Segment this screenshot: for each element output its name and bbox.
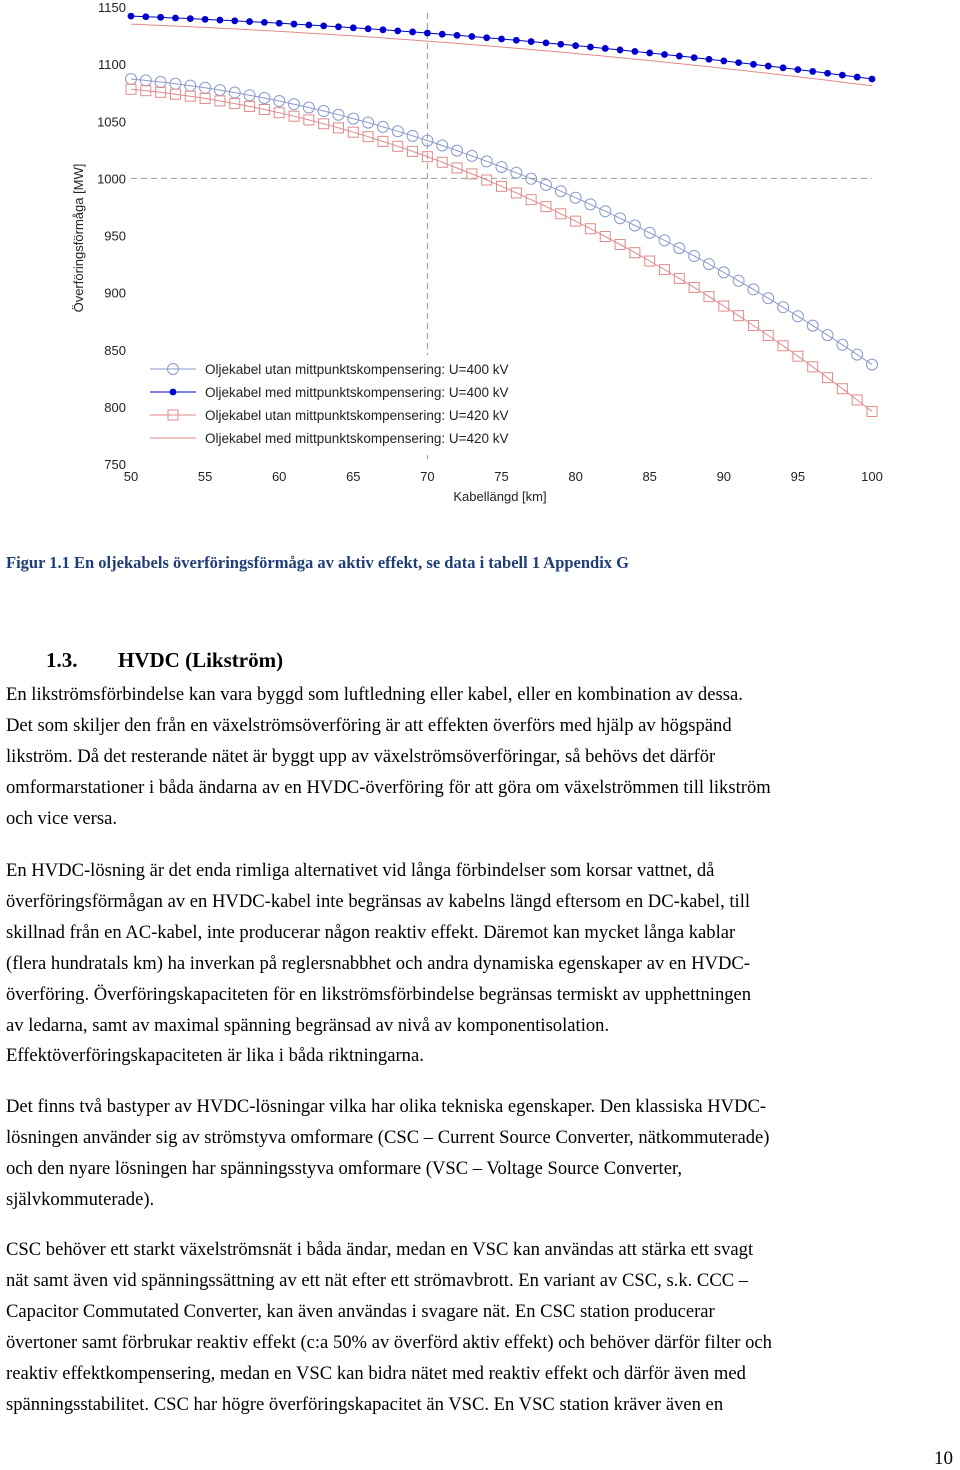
data-point	[867, 406, 877, 416]
text-line: likström. Då det resterande nätet är byggt upp av växelströmsöverföringar, så behövs det därför	[6, 745, 716, 767]
data-point	[217, 17, 224, 24]
text-line: (flera hundratals km) ha inverkan på reglersnabbhet och andra dynamiska egenskaper av en HVDC-	[6, 952, 750, 974]
y-tick-label: 1100	[98, 57, 126, 73]
text-line: nät samt även vid spänningssättning av ett nät efter ett strömavbrott. En variant av CSC, s.k. CCC –	[6, 1269, 749, 1291]
data-point	[231, 17, 238, 24]
data-point	[409, 29, 416, 36]
x-axis-ticks	[124, 469, 883, 484]
data-point	[706, 56, 713, 63]
y-axis-ticks	[97, 0, 126, 472]
data-point	[572, 42, 579, 49]
x-tick-label: 100	[861, 469, 883, 484]
legend-label: Oljekabel med mittpunktskompensering: U=400 kV	[205, 385, 509, 400]
text-line: CSC behöver ett starkt växelströmsnät i båda ändar, medan en VSC kan användas att stärka ett svagt	[6, 1239, 754, 1260]
y-tick-label: 1150	[98, 0, 126, 15]
data-point	[854, 74, 861, 81]
text-line: övertoner samt förbrukar reaktiv effekt (c:a 50% av överförd aktiv effekt) och behöver därför filter och	[6, 1331, 772, 1353]
x-tick-label: 55	[197, 469, 213, 484]
data-point	[824, 70, 831, 77]
paragraph-1	[6, 680, 958, 835]
section-title: HVDC (Likström)	[118, 648, 284, 672]
y-tick-label: 750	[104, 457, 126, 472]
text-line: Det som skiljer den från en växelströmsöverföring är att effekten överförs med hjälp av högspänd	[6, 714, 732, 736]
data-point	[468, 33, 475, 40]
text-line: reaktiv effektkompensering, medan en VSC kan bidra nätet med reaktiv effekt och därför även med	[6, 1362, 746, 1384]
x-tick-label: 60	[271, 469, 287, 484]
transmission-capacity-chart	[0, 0, 960, 520]
data-point	[454, 32, 461, 39]
data-point	[839, 72, 846, 79]
data-point	[867, 359, 878, 370]
data-point	[320, 22, 327, 29]
data-point	[735, 59, 742, 66]
data-point	[202, 16, 209, 23]
series-line	[131, 16, 872, 79]
section-heading	[46, 648, 283, 673]
data-point	[276, 20, 283, 27]
text-line: och den nyare lösningen har spänningsstyva omformare (VSC – Voltage Source Converter,	[6, 1157, 683, 1179]
text-line: spänningsstabilitet. CSC har högre överföringskapacitet än VSC. En VSC station kräver även en	[6, 1393, 724, 1415]
y-tick-label: 800	[104, 399, 126, 415]
series-line	[131, 24, 872, 86]
series-2	[128, 13, 876, 83]
data-point	[335, 23, 342, 30]
data-point	[646, 50, 653, 57]
text-line: lösningen använder sig av strömstyva omformare (CSC – Current Source Converter, nätkommuterade)	[6, 1126, 770, 1148]
text-line: överföring. Överföringskapaciteten för en likströmsförbindelse begränsas termiskt av upphettningen	[6, 983, 752, 1005]
data-point	[350, 24, 357, 31]
data-point	[157, 14, 164, 21]
data-point	[439, 31, 446, 38]
text-line: Effektöverföringskapaciteten är lika i båda riktningarna.	[6, 1045, 424, 1067]
chart-legend	[144, 355, 590, 455]
data-point	[869, 76, 876, 83]
data-point	[246, 18, 253, 25]
y-tick-label: 850	[104, 342, 126, 358]
text-line: självkommuterade).	[6, 1188, 155, 1210]
legend-label: Oljekabel med mittpunktskompensering: U=420 kV	[205, 431, 509, 446]
text-line: omformarstationer i båda ändarna av en HVDC-överföring för att göra om växelströmmen till likström	[6, 776, 771, 798]
text-line: En HVDC-lösning är det enda rimliga alternativet vid långa förbindelser som korsar vattnet, då	[6, 860, 715, 881]
text-line: och vice versa.	[6, 807, 117, 829]
data-point	[394, 27, 401, 34]
data-point	[750, 61, 757, 68]
y-tick-label: 950	[104, 228, 126, 244]
y-tick-label: 1000	[97, 171, 126, 187]
data-point	[631, 48, 638, 55]
paragraph-4	[6, 1235, 958, 1420]
x-tick-label: 65	[346, 469, 361, 484]
x-tick-label: 70	[420, 469, 435, 484]
data-point	[765, 63, 772, 70]
x-axis-label: Kabellängd [km]	[453, 489, 547, 504]
series-1	[126, 73, 878, 370]
x-tick-label: 95	[790, 469, 806, 484]
data-point	[261, 19, 268, 26]
data-point	[528, 38, 535, 45]
text-line: Det finns två bastyper av HVDC-lösningar vilka har olika tekniska egenskaper. Den klassiska HVDC-	[6, 1096, 767, 1117]
data-point	[617, 47, 624, 54]
text-line: skillnad från en AC-kabel, inte producerar någon reaktiv effekt. Däremot kan mycket långa kablar	[6, 921, 736, 943]
page-number: 10	[934, 1448, 953, 1469]
data-point	[424, 30, 431, 37]
data-point	[557, 41, 564, 48]
x-tick-label: 50	[123, 469, 139, 484]
paragraph-2	[6, 856, 958, 1072]
data-point	[795, 66, 802, 73]
data-point	[483, 34, 490, 41]
legend-label: Oljekabel utan mittpunktskompensering: U=400 kV	[205, 362, 509, 377]
text-line: En likströmsförbindelse kan vara byggd som luftledning eller kabel, eller en kombination av dessa.	[6, 684, 743, 705]
data-point	[513, 37, 520, 44]
x-tick-label: 80	[568, 469, 583, 484]
data-point	[380, 26, 387, 33]
y-tick-label: 1050	[97, 114, 126, 130]
data-point	[691, 54, 698, 61]
data-point	[676, 53, 683, 60]
data-point	[291, 21, 298, 28]
data-point	[720, 58, 727, 65]
figure-caption: Figur 1.1 En oljekabels överföringsförmåga av aktiv effekt, se data i tabell 1 Appendix G	[6, 553, 630, 572]
series-line	[131, 79, 872, 365]
data-point	[365, 25, 372, 32]
series-4	[131, 24, 872, 86]
data-point	[128, 13, 135, 20]
data-point	[172, 15, 179, 22]
text-line: Capacitor Commutated Converter, kan även användas i svagare nät. En CSC station producerar	[6, 1300, 715, 1322]
data-point	[602, 45, 609, 52]
data-point	[780, 64, 787, 71]
x-tick-label: 75	[494, 469, 509, 484]
text-line: överföringsförmågan av en HVDC-kabel inte begränsas av kabelns längd eftersom en DC-kabel, till	[6, 890, 751, 912]
x-tick-label: 85	[642, 469, 657, 484]
section-number: 1.3.	[46, 648, 78, 672]
data-point	[187, 15, 194, 22]
data-point	[142, 13, 149, 20]
data-point	[587, 44, 594, 51]
data-point	[305, 22, 312, 29]
y-axis-label: Överföringsförmåga [MW]	[71, 163, 86, 313]
text-line: av ledarna, samt av maximal spänning begränsad av nivå av komponentisolation.	[6, 1014, 610, 1036]
paragraph-3	[6, 1092, 958, 1216]
legend-label: Oljekabel utan mittpunktskompensering: U=420 kV	[205, 408, 509, 423]
data-point	[661, 51, 668, 58]
legend-marker	[170, 389, 177, 396]
data-point	[543, 39, 550, 46]
y-tick-label: 900	[104, 285, 126, 301]
x-tick-label: 90	[716, 469, 732, 484]
data-point	[498, 36, 505, 43]
data-point	[809, 68, 816, 75]
